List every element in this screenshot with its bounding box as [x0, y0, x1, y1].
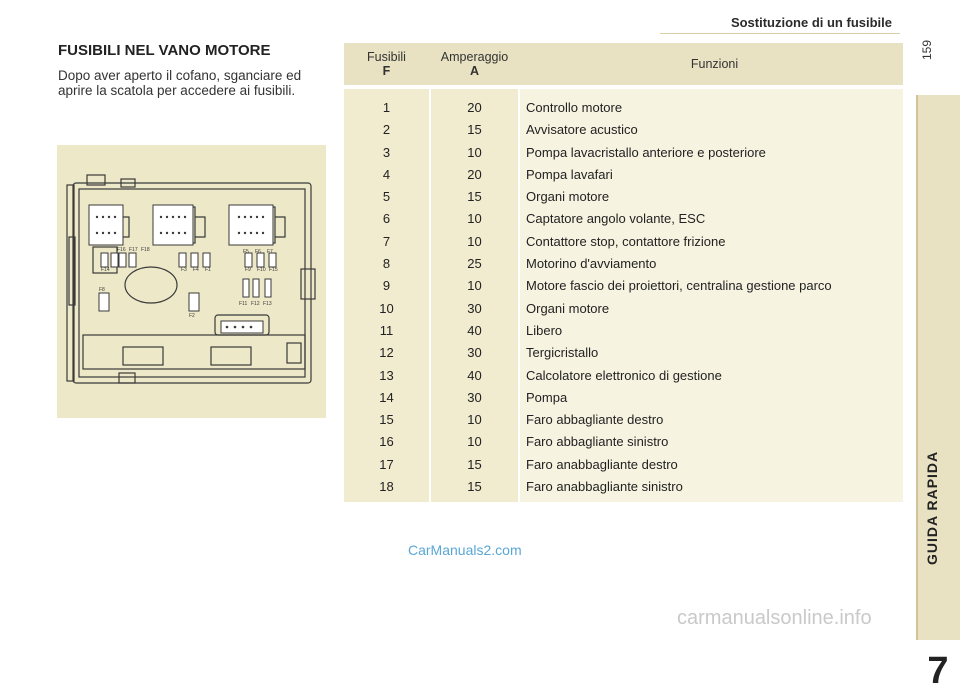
fuse-box-diagram: [57, 145, 326, 418]
fuse-amperage: 40: [467, 322, 482, 338]
fuse-number: 8: [382, 256, 391, 272]
diagram-label-f5: F5: [243, 249, 249, 255]
fuse-function: Libero: [526, 322, 563, 338]
diagram-label-f10: F10: [257, 267, 266, 273]
fuse-number: 13: [379, 367, 394, 383]
fuse-function: Tergicristallo: [526, 345, 599, 361]
table-row: [344, 476, 903, 498]
fuse-amperage: 10: [467, 412, 482, 428]
table-row: [344, 208, 903, 230]
fuse-function: Organi motore: [526, 300, 610, 316]
fuse-function: Motorino d'avviamento: [526, 256, 657, 272]
fuse-amperage: 15: [467, 189, 482, 205]
page-number: 159: [920, 39, 934, 60]
fuse-number: 16: [379, 434, 394, 450]
fuse-number: 6: [382, 211, 391, 227]
diagram-label-f3: F3: [181, 267, 187, 273]
table-row: [344, 231, 903, 253]
table-row: [344, 342, 903, 364]
fuse-amperage: 10: [467, 278, 482, 294]
fuse-number: 10: [379, 300, 394, 316]
watermark-carmanuals2: CarManuals2.com: [408, 542, 522, 558]
table-row: [344, 298, 903, 320]
fuse-number: 1: [382, 100, 391, 115]
diagram-label-f13: F13: [263, 301, 272, 307]
table-row: [344, 409, 903, 431]
fuse-amperage: 40: [467, 367, 482, 383]
diagram-label-f1: F1: [205, 267, 211, 273]
table-row: [344, 186, 903, 208]
fuse-number: 9: [382, 278, 391, 294]
table-row: [344, 320, 903, 342]
fuse-amperage: 15: [467, 456, 482, 472]
chapter-label: GUIDA RAPIDA: [924, 450, 940, 565]
fuse-amperage: 30: [467, 389, 482, 405]
section-title: FUSIBILI NEL VANO MOTORE: [58, 42, 271, 59]
header-fuse: [344, 43, 429, 85]
fuse-number: 12: [379, 345, 394, 361]
table-row: [344, 387, 903, 409]
header-amperage: [431, 43, 518, 85]
fuse-box-illustration: [57, 145, 326, 418]
fuse-function: Avvisatore acustico: [526, 122, 638, 138]
diagram-label-f16: F16: [117, 247, 126, 253]
table-row: [344, 142, 903, 164]
diagram-label-f12: F12: [251, 301, 260, 307]
table-row: [344, 365, 903, 387]
fuse-amperage: 20: [467, 100, 482, 115]
fuse-number: 17: [379, 456, 394, 472]
diagram-label-f11: F11: [239, 301, 248, 307]
fuse-function: Pompa: [526, 389, 568, 405]
watermark-carmanualsonline: carmanualsonline.info: [677, 607, 872, 629]
fuse-amperage: 30: [467, 300, 482, 316]
fuse-function: Faro abbagliante sinistro: [526, 434, 669, 450]
fuse-function: Captatore angolo volante, ESC: [526, 211, 706, 227]
diagram-label-f15: F15: [269, 267, 278, 273]
fuse-function: Controllo motore: [526, 100, 623, 115]
diagram-label-f14: F14: [101, 267, 110, 273]
fuse-number: 14: [379, 389, 394, 405]
diagram-label-f4: F4: [193, 267, 199, 273]
fuse-amperage: 10: [467, 144, 482, 160]
fuse-amperage: 10: [467, 233, 482, 249]
fuse-function: Faro anabbagliante destro: [526, 456, 678, 472]
fuse-amperage: 30: [467, 345, 482, 361]
fuse-number: 18: [379, 479, 394, 495]
fuse-function: Motore fascio dei proiettori, centralina gestione parco: [526, 278, 832, 294]
fuse-number: 7: [382, 233, 391, 249]
fuse-function: Pompa lavacristallo anteriore e posteriore: [526, 144, 766, 160]
fuse-number: 5: [382, 189, 391, 205]
header-functions: [526, 43, 903, 85]
fuse-amperage: 10: [467, 211, 482, 227]
chapter-number: 7: [927, 650, 949, 692]
chapter-side-tab: [916, 95, 960, 692]
table-row: [344, 431, 903, 453]
fuse-table: [344, 43, 903, 502]
fuse-function: Organi motore: [526, 189, 610, 205]
fuse-number: 4: [382, 166, 391, 182]
fuse-number: 3: [382, 144, 391, 160]
diagram-label-f9: F9: [245, 267, 251, 273]
fuse-amperage: 10: [467, 434, 482, 450]
side-tab-divider: [916, 95, 918, 640]
fuse-function: Calcolatore elettronico di gestione: [526, 367, 722, 383]
table-header: [344, 43, 903, 85]
fuse-function: Faro abbagliante destro: [526, 412, 664, 428]
table-row: [344, 275, 903, 297]
fuse-number: 2: [382, 122, 391, 138]
fuse-number: 15: [379, 412, 394, 428]
header-divider: [660, 33, 900, 34]
fuse-amperage: 15: [467, 122, 482, 138]
header-fuse-label: Fusibili: [367, 50, 406, 64]
diagram-label-f18: F18: [141, 247, 150, 253]
table-row: [344, 253, 903, 275]
diagram-label-f7: F7: [267, 249, 273, 255]
diagram-label-f8: F8: [99, 287, 105, 293]
fuse-function: Faro anabbagliante sinistro: [526, 479, 683, 495]
table-row: [344, 454, 903, 476]
header-fuse-symbol: F: [382, 64, 391, 78]
table-row: [344, 164, 903, 186]
header-functions-label: Funzioni: [690, 57, 739, 71]
fuse-number: 11: [379, 322, 394, 338]
header-amperage-symbol: A: [469, 64, 480, 78]
table-body: [344, 89, 903, 502]
fuse-function: Pompa lavafari: [526, 166, 613, 182]
table-row: [344, 97, 903, 119]
diagram-label-f17: F17: [129, 247, 138, 253]
fuse-amperage: 15: [467, 479, 482, 495]
intro-text: Dopo aver aperto il cofano, sganciare ed aprire la scatola per accedere ai fusibili.: [58, 68, 302, 98]
diagram-label-f6: F6: [255, 249, 261, 255]
table-row: [344, 119, 903, 141]
header-title: Sostituzione di un fusibile: [730, 15, 892, 30]
fuse-amperage: 25: [467, 256, 482, 272]
fuse-amperage: 20: [467, 166, 482, 182]
fuse-function: Contattore stop, contattore frizione: [526, 233, 726, 249]
diagram-label-f2: F2: [189, 313, 195, 319]
header-amperage-label: Amperaggio: [440, 50, 509, 64]
